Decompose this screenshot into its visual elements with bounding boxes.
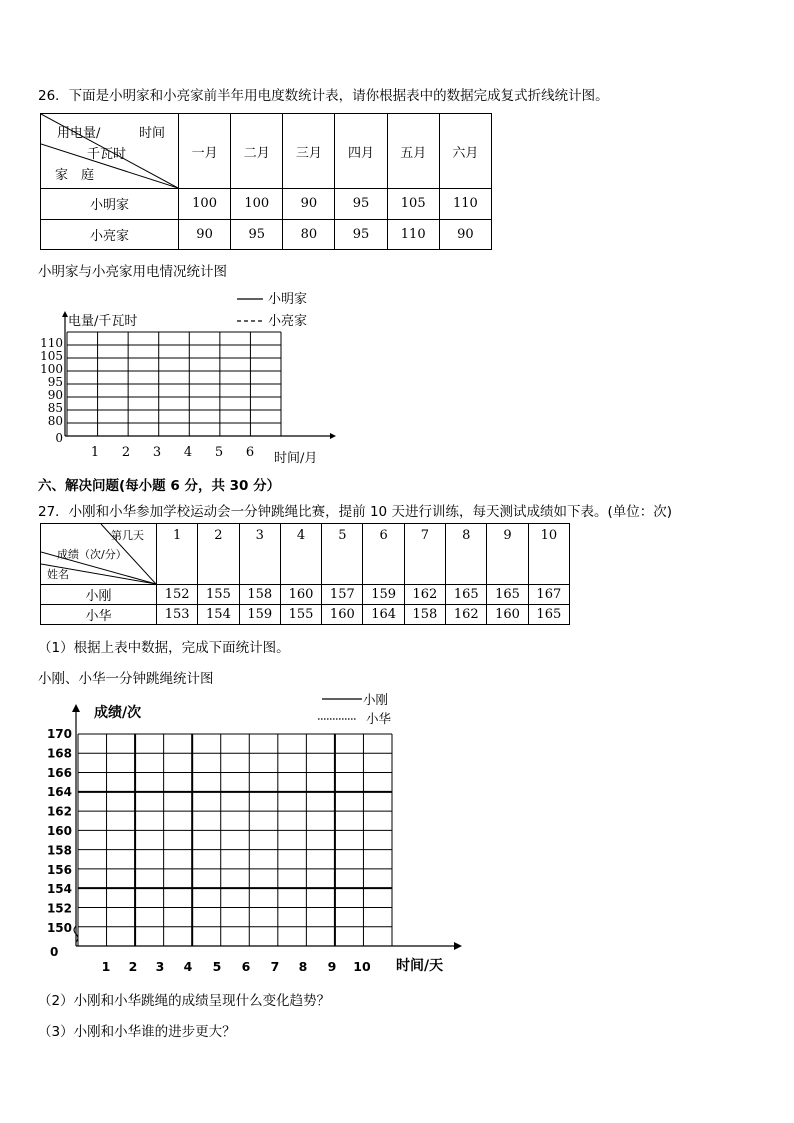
y-tick-label: 166 xyxy=(46,765,72,780)
table-cell: 162 xyxy=(404,585,445,605)
y-tick-label: 156 xyxy=(46,862,72,877)
x-tick-label: 1 xyxy=(90,445,100,460)
y-tick-label: 0 xyxy=(55,431,63,445)
y-axis-label: 电量/千瓦时 xyxy=(68,314,138,329)
q27-line-chart xyxy=(30,690,470,980)
q26-table xyxy=(40,113,492,250)
q27-table xyxy=(40,523,570,625)
q26-header-family: 家 庭 xyxy=(55,168,95,183)
x-tick-label: 5 xyxy=(212,959,222,974)
q27-sub1: （1）根据上表中数据，完成下面统计图。 xyxy=(38,640,290,656)
q27-header-day: 第几天 xyxy=(111,529,144,542)
table-cell: 155 xyxy=(198,585,239,605)
y-tick-label: 170 xyxy=(46,727,72,741)
table-cell: 154 xyxy=(198,605,239,625)
table-row xyxy=(41,605,570,625)
table-cell: 158 xyxy=(404,605,445,625)
x-tick-label: 4 xyxy=(183,445,193,460)
day-header: 10 xyxy=(528,524,569,585)
day-header: 4 xyxy=(280,524,321,585)
q27-header-name: 姓名 xyxy=(47,568,69,581)
y-tick-label: 110 xyxy=(40,336,63,350)
q27-sub3: （3）小刚和小华谁的进步更大？ xyxy=(38,1024,236,1040)
x-axis-arrow xyxy=(330,433,336,439)
table-cell: 95 xyxy=(335,219,387,250)
day-header: 9 xyxy=(487,524,528,585)
table-cell: 164 xyxy=(363,605,404,625)
q27-header-score: 成绩（次/分） xyxy=(57,548,127,561)
table-cell: 110 xyxy=(439,189,491,220)
y-tick-label: 105 xyxy=(40,349,63,363)
y-tick-label: 0 xyxy=(50,945,59,959)
y-tick-label: 95 xyxy=(47,375,63,389)
x-tick-label: 1 xyxy=(101,959,111,974)
table-cell: 160 xyxy=(487,605,528,625)
day-header: 7 xyxy=(404,524,445,585)
month-header: 四月 xyxy=(335,114,387,189)
row-name: 小华 xyxy=(41,605,157,625)
y-tick-label: 160 xyxy=(46,824,72,838)
table-cell: 165 xyxy=(446,585,487,605)
month-header: 一月 xyxy=(179,114,231,189)
row-name: 小明家 xyxy=(41,189,179,220)
row-name: 小亮家 xyxy=(41,219,179,250)
month-header: 二月 xyxy=(231,114,283,189)
table-row xyxy=(41,585,570,605)
table-cell: 160 xyxy=(322,605,363,625)
table-cell: 159 xyxy=(363,585,404,605)
legend-label: 小华 xyxy=(366,711,392,726)
day-header: 1 xyxy=(157,524,198,585)
day-header: 2 xyxy=(198,524,239,585)
month-header: 六月 xyxy=(439,114,491,189)
table-cell: 110 xyxy=(387,219,439,250)
x-axis-arrow xyxy=(454,942,462,950)
q27-text: 27．小刚和小华参加学校运动会一分钟跳绳比赛，提前 10 天进行训练，每天测试成绩如下表。(单位：次) xyxy=(38,504,672,520)
table-cell: 90 xyxy=(179,219,231,250)
table-cell: 100 xyxy=(179,189,231,220)
table-cell: 153 xyxy=(157,605,198,625)
x-tick-label: 8 xyxy=(298,959,308,974)
section6-title: 六、解决问题(每小题 6 分，共 30 分） xyxy=(38,478,281,494)
table-cell: 152 xyxy=(157,585,198,605)
day-header: 3 xyxy=(239,524,280,585)
q26-line-chart xyxy=(30,285,350,470)
month-header: 三月 xyxy=(283,114,335,189)
table-cell: 159 xyxy=(239,605,280,625)
y-tick-label: 150 xyxy=(46,921,72,935)
table-cell: 165 xyxy=(528,605,569,625)
legend-label: 小刚 xyxy=(363,692,389,707)
q26-chart-title: 小明家与小亮家用电情况统计图 xyxy=(38,264,227,280)
y-tick-label: 100 xyxy=(40,362,63,376)
q26-header-cell xyxy=(41,114,179,189)
row-name: 小刚 xyxy=(41,585,157,605)
x-tick-label: 5 xyxy=(214,445,224,460)
q26-header-unit: 千瓦时 xyxy=(87,147,127,162)
q26-header-top: 用电量/ xyxy=(57,126,101,141)
x-tick-label: 3 xyxy=(152,445,162,460)
q27-header-cell xyxy=(41,524,157,585)
q27-chart-title: 小刚、小华一分钟跳绳统计图 xyxy=(38,671,214,687)
x-tick-label: 6 xyxy=(245,445,255,460)
x-tick-label: 6 xyxy=(241,959,251,974)
table-cell: 95 xyxy=(231,219,283,250)
table-cell: 95 xyxy=(335,189,387,220)
table-cell: 162 xyxy=(446,605,487,625)
table-cell: 90 xyxy=(439,219,491,250)
x-tick-label: 7 xyxy=(270,959,280,974)
q26-text: 26．下面是小明家和小亮家前半年用电度数统计表，请你根据表中的数据完成复式折线统计图。 xyxy=(38,88,609,104)
month-header: 五月 xyxy=(387,114,439,189)
table-cell: 158 xyxy=(239,585,280,605)
table-cell: 157 xyxy=(322,585,363,605)
table-cell: 105 xyxy=(387,189,439,220)
x-tick-label: 3 xyxy=(155,959,165,974)
q27-sub2: （2）小刚和小华跳绳的成绩呈现什么变化趋势？ xyxy=(38,993,331,1009)
q26-header-time: 时间 xyxy=(139,126,166,141)
y-tick-label: 168 xyxy=(46,746,72,761)
table-cell: 160 xyxy=(280,585,321,605)
x-tick-label: 2 xyxy=(121,445,131,460)
y-tick-label: 164 xyxy=(46,785,72,800)
y-tick-label: 154 xyxy=(46,882,72,897)
y-axis-label: 成绩/次 xyxy=(94,705,142,721)
y-tick-label: 90 xyxy=(47,388,63,402)
y-axis-arrow xyxy=(72,704,80,712)
x-tick-label: 2 xyxy=(128,959,138,974)
y-tick-label: 158 xyxy=(46,843,72,858)
table-cell: 167 xyxy=(528,585,569,605)
table-cell: 165 xyxy=(487,585,528,605)
table-cell: 90 xyxy=(283,189,335,220)
day-header: 8 xyxy=(446,524,487,585)
x-tick-label: 9 xyxy=(327,959,337,974)
x-tick-label: 10 xyxy=(353,959,371,974)
table-row xyxy=(41,189,492,220)
y-tick-label: 85 xyxy=(47,401,63,415)
table-row xyxy=(41,219,492,250)
table-cell: 100 xyxy=(231,189,283,220)
x-axis-label: 时间/天 xyxy=(396,958,444,974)
table-cell: 155 xyxy=(280,605,321,625)
day-header: 5 xyxy=(322,524,363,585)
y-tick-label: 80 xyxy=(47,414,63,428)
y-tick-label: 152 xyxy=(46,901,72,916)
x-tick-label: 4 xyxy=(183,959,193,974)
legend-label: 小亮家 xyxy=(268,314,308,329)
y-tick-label: 162 xyxy=(46,804,72,819)
day-header: 6 xyxy=(363,524,404,585)
x-axis-label: 时间/月 xyxy=(274,451,318,466)
legend-label: 小明家 xyxy=(268,292,308,307)
table-cell: 80 xyxy=(283,219,335,250)
